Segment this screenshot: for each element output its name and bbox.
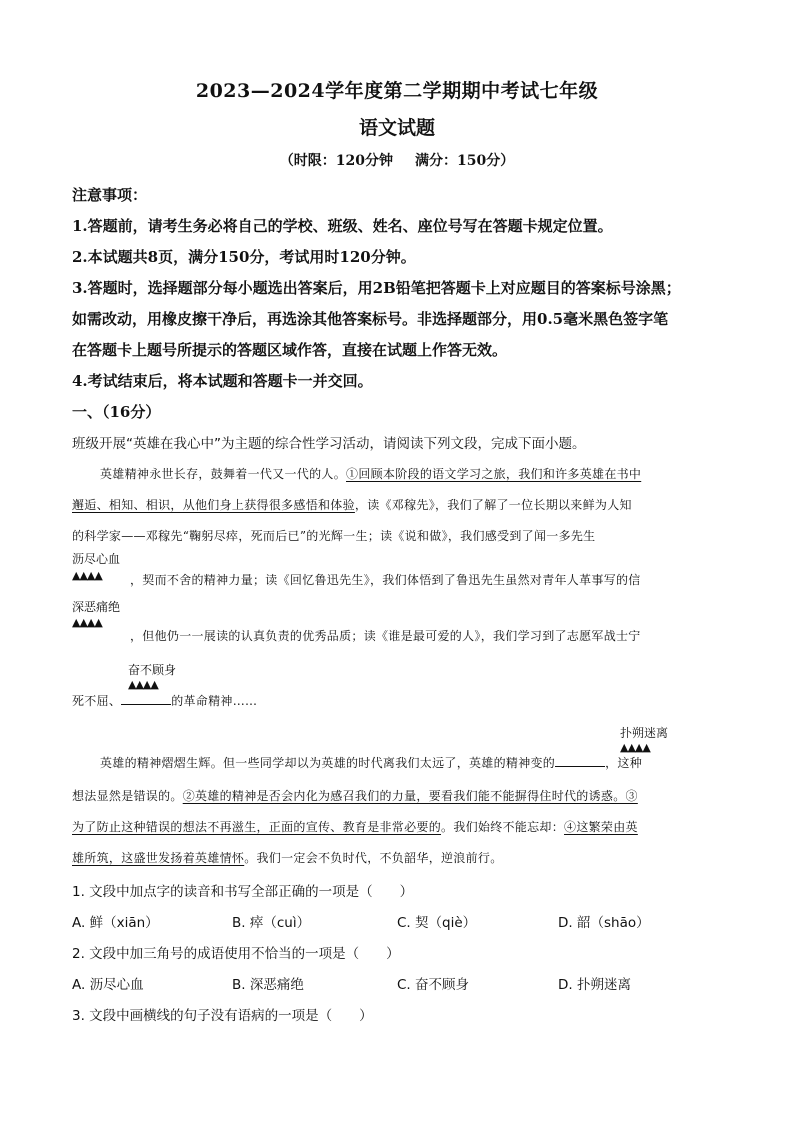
question-option: B. 深恶痛绝 xyxy=(232,977,304,993)
passage-line: 英雄的精神熠熠生辉。但一些同学却以为英雄的时代离我们太远了，英雄的精神变的 ，这种 xyxy=(100,756,643,770)
underlined-sentence-2: ②英雄的精神是否会内化为感召我们的力量，要看我们能不能摒得住时代的诱惑。③ xyxy=(182,789,638,803)
underlined-sentence-1: ①回顾本阶段的语文学习之旅，我们和许多英雄在书中 xyxy=(346,467,642,481)
passage-line: 邂逅、相知、相识，从他们身上获得很多感悟和体验，读《邓稼先》，我们了解了一位长期以来鲜为人知 xyxy=(72,498,632,512)
passage-line: 英雄精神永世长存，鼓舞着一代又一代的人。①回顾本阶段的语文学习之旅，我们和许多英雄在书中 xyxy=(100,467,642,481)
question-option: D. 扑朔迷离 xyxy=(558,977,631,993)
idiom-annotation-4: 扑朔迷离 xyxy=(620,726,669,740)
notice-item: 4.考试结束后，将本试题和答题卡一并交回。 xyxy=(72,372,373,390)
triangle-marks: ▲▲▲▲ xyxy=(620,741,650,754)
notice-heading: 注意事项： xyxy=(72,186,148,204)
question-stem: 1. 文段中加点字的读音和书写全部正确的一项是（ ） xyxy=(72,884,414,900)
idiom-annotation-3: 奋不顾身 xyxy=(128,663,177,677)
passage-line: 的科学家——邓稼先“鞠躬尽瘁，死而后已”的光辉一生；读《说和做》，我们感受到了闻一多先生 xyxy=(72,529,596,543)
question-option: A. 鲜（xiān） xyxy=(72,915,159,931)
section-intro: 班级开展“英雄在我心中”为主题的综合性学习活动，请阅读下列文段，完成下面小题。 xyxy=(72,436,586,452)
triangle-marks: ▲▲▲▲ xyxy=(72,616,102,629)
passage-line: ，但他仍一一展读的认真负责的优秀品质；读《谁是最可爱的人》，我们学习到了志愿军战士宁 xyxy=(130,629,641,643)
subject-title: 语文试题 xyxy=(358,117,435,139)
question-stem: 2. 文段中加三角号的成语使用不恰当的一项是（ ） xyxy=(72,946,400,962)
blank-line xyxy=(121,704,171,705)
underlined-sentence-3: 为了防止这种错误的想法不再滋生，正面的宣传、教育是非常必要的 xyxy=(72,820,442,834)
blank-line xyxy=(555,766,605,767)
exam-meta xyxy=(0,150,794,170)
question-option: D. 韶（shāo） xyxy=(558,915,650,931)
question-stem: 3. 文段中画横线的句子没有语病的一项是（ ） xyxy=(72,1008,373,1024)
idiom-annotation-2: 深恶痛绝 xyxy=(72,600,121,614)
passage-line: 想法显然是错误的。②英雄的精神是否会内化为感召我们的力量，要看我们能不能摒得住时代的诱惑。③ xyxy=(72,789,638,803)
idiom-annotation-1: 沥尽心血 xyxy=(72,552,121,566)
passage-line: 雄所筑，这盛世发扬着英雄情怀。我们一定会不负时代，不负韶华，逆浪前行。 xyxy=(72,851,503,865)
question-option: C. 契（qiè） xyxy=(397,915,477,931)
time-limit: （时限：120分钟 xyxy=(279,153,393,169)
triangle-marks: ▲▲▲▲ xyxy=(72,569,102,582)
question-option: A. 沥尽心血 xyxy=(72,977,144,993)
passage-line: 为了防止这种错误的想法不再滋生，正面的宣传、教育是非常必要的。我们始终不能忘却：④这繁荣由英 xyxy=(72,820,638,834)
passage-line: ，契而不舍的精神力量；读《回忆鲁迅先生》，我们体悟到了鲁迅先生虽然对青年人革事写的信 xyxy=(130,573,641,587)
notice-item: 1.答题前，请考生务必将自己的学校、班级、姓名、座位号写在答题卡规定位置。 xyxy=(72,217,613,235)
triangle-marks: ▲▲▲▲ xyxy=(128,678,158,691)
notice-item: 在答题卡上题号所提示的答题区域作答，直接在试题上作答无效。 xyxy=(72,341,508,359)
notice-item: 2.本试题共8页，满分150分，考试用时120分钟。 xyxy=(72,248,416,266)
underlined-sentence-1-cont: 邂逅、相知、相识，从他们身上获得很多感悟和体验 xyxy=(72,498,355,512)
question-option: C. 奋不顾身 xyxy=(397,977,470,993)
section-heading: 一、（16分） xyxy=(72,403,161,421)
notice-item: 3.答题时，选择题部分每小题选出答案后，用2B铅笔把答题卡上对应题目的答案标号涂黑； xyxy=(72,279,681,297)
notice-item: 如需改动，用橡皮擦干净后，再选涂其他答案标号。非选择题部分，用0.5毫米黑色签字笔 xyxy=(72,310,669,328)
full-score: 满分：150分） xyxy=(415,153,515,169)
exam-title: 2023—2024学年度第二学期期中考试七年级 xyxy=(195,80,599,102)
underlined-sentence-4-cont: 雄所筑，这盛世发扬着英雄情怀 xyxy=(72,851,245,865)
underlined-sentence-4: ④这繁荣由英 xyxy=(564,820,638,834)
passage-line: 死不屈、 的革命精神…… xyxy=(72,694,258,708)
question-option: B. 瘁（cuì） xyxy=(232,915,311,931)
